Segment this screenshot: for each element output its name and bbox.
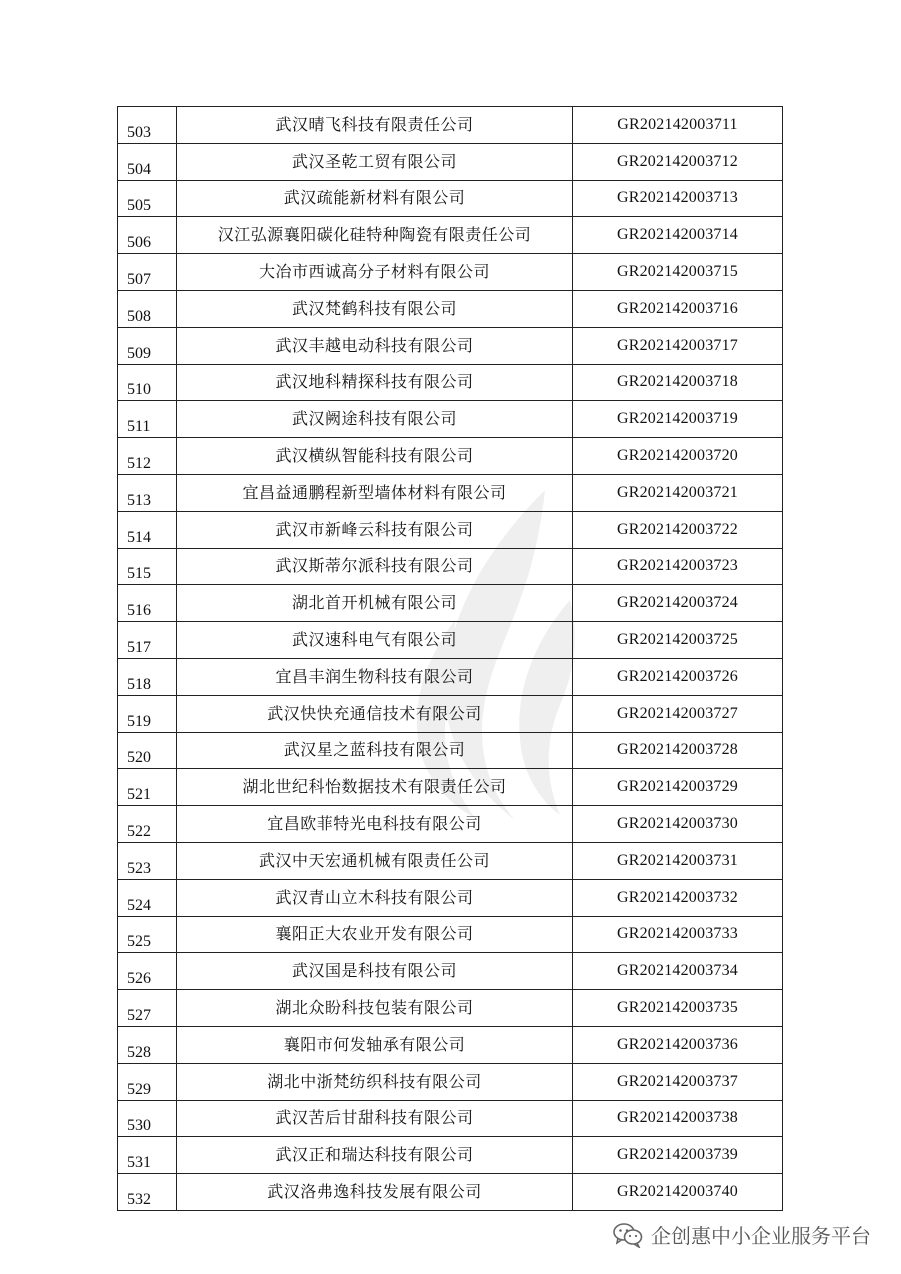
- row-number-cell: 523: [118, 842, 177, 879]
- company-name-cell: 宜昌益通鹏程新型墙体材料有限公司: [177, 474, 573, 511]
- certificate-number-cell: GR202142003722: [573, 511, 783, 548]
- company-name-cell: 武汉横纵智能科技有限公司: [177, 438, 573, 475]
- company-name-cell: 武汉晴飞科技有限责任公司: [177, 107, 573, 144]
- company-name-cell: 湖北世纪科怡数据技术有限责任公司: [177, 769, 573, 806]
- company-name-cell: 湖北首开机械有限公司: [177, 585, 573, 622]
- certificate-number-cell: GR202142003717: [573, 327, 783, 364]
- row-number-cell: 521: [118, 769, 177, 806]
- table-row: [118, 622, 783, 659]
- certificate-number-cell: GR202142003726: [573, 658, 783, 695]
- table-row: [118, 769, 783, 806]
- row-number-cell: 515: [118, 548, 177, 585]
- table-row: [118, 916, 783, 953]
- certificate-number-cell: GR202142003733: [573, 916, 783, 953]
- certificate-number-cell: GR202142003730: [573, 806, 783, 843]
- row-number-cell: 509: [118, 327, 177, 364]
- company-name-cell: 大冶市西诚高分子材料有限公司: [177, 254, 573, 291]
- row-number-cell: 508: [118, 290, 177, 327]
- certificate-number-cell: GR202142003713: [573, 180, 783, 217]
- row-number-cell: 516: [118, 585, 177, 622]
- table-row: [118, 1063, 783, 1100]
- row-number-cell: 504: [118, 143, 177, 180]
- certificate-number-cell: GR202142003734: [573, 953, 783, 990]
- row-number-cell: 532: [118, 1174, 177, 1211]
- certificate-number-cell: GR202142003716: [573, 290, 783, 327]
- table-row: [118, 474, 783, 511]
- row-number-cell: 514: [118, 511, 177, 548]
- certificate-number-cell: GR202142003727: [573, 695, 783, 732]
- certificate-number-cell: GR202142003719: [573, 401, 783, 438]
- table-row: [118, 806, 783, 843]
- row-number-cell: 531: [118, 1137, 177, 1174]
- row-number-cell: 520: [118, 732, 177, 769]
- row-number-cell: 507: [118, 254, 177, 291]
- row-number-cell: 525: [118, 916, 177, 953]
- table-row: [118, 401, 783, 438]
- company-name-cell: 武汉斯蒂尔派科技有限公司: [177, 548, 573, 585]
- certificate-number-cell: GR202142003725: [573, 622, 783, 659]
- row-number-cell: 511: [118, 401, 177, 438]
- certificate-number-cell: GR202142003738: [573, 1100, 783, 1137]
- table-body: [118, 107, 783, 1211]
- certificate-number-cell: GR202142003728: [573, 732, 783, 769]
- table-row: [118, 327, 783, 364]
- enterprise-table: [117, 106, 783, 1211]
- table-row: [118, 695, 783, 732]
- company-name-cell: 襄阳正大农业开发有限公司: [177, 916, 573, 953]
- company-name-cell: 武汉市新峰云科技有限公司: [177, 511, 573, 548]
- table-row: [118, 1026, 783, 1063]
- company-name-cell: 武汉洛弗逸科技发展有限公司: [177, 1174, 573, 1211]
- row-number-cell: 524: [118, 879, 177, 916]
- company-name-cell: 襄阳市何发轴承有限公司: [177, 1026, 573, 1063]
- footer-brand-label: 企创惠中小企业服务平台: [651, 1224, 871, 1248]
- company-name-cell: 武汉快快充通信技术有限公司: [177, 695, 573, 732]
- table-row: [118, 1137, 783, 1174]
- company-name-cell: 武汉速科电气有限公司: [177, 622, 573, 659]
- company-name-cell: 宜昌丰润生物科技有限公司: [177, 658, 573, 695]
- row-number-cell: 518: [118, 658, 177, 695]
- company-name-cell: 武汉青山立木科技有限公司: [177, 879, 573, 916]
- company-name-cell: 湖北众盼科技包装有限公司: [177, 990, 573, 1027]
- company-name-cell: 武汉圣乾工贸有限公司: [177, 143, 573, 180]
- certificate-number-cell: GR202142003737: [573, 1063, 783, 1100]
- table-row: [118, 953, 783, 990]
- row-number-cell: 512: [118, 438, 177, 475]
- table-row: [118, 1100, 783, 1137]
- table-row: [118, 254, 783, 291]
- row-number-cell: 519: [118, 695, 177, 732]
- row-number-cell: 513: [118, 474, 177, 511]
- table-row: [118, 1174, 783, 1211]
- table-row: [118, 107, 783, 144]
- company-name-cell: 宜昌欧菲特光电科技有限公司: [177, 806, 573, 843]
- certificate-number-cell: GR202142003721: [573, 474, 783, 511]
- row-number-cell: 527: [118, 990, 177, 1027]
- company-name-cell: 武汉正和瑞达科技有限公司: [177, 1137, 573, 1174]
- table-row: [118, 511, 783, 548]
- table-row: [118, 438, 783, 475]
- certificate-number-cell: GR202142003712: [573, 143, 783, 180]
- table-row: [118, 548, 783, 585]
- table-row: [118, 842, 783, 879]
- company-name-cell: 武汉阙途科技有限公司: [177, 401, 573, 438]
- table-row: [118, 658, 783, 695]
- certificate-number-cell: GR202142003735: [573, 990, 783, 1027]
- table-row: [118, 732, 783, 769]
- row-number-cell: 503: [118, 107, 177, 144]
- certificate-number-cell: GR202142003729: [573, 769, 783, 806]
- company-name-cell: 湖北中浙梵纺织科技有限公司: [177, 1063, 573, 1100]
- certificate-number-cell: GR202142003739: [573, 1137, 783, 1174]
- certificate-number-cell: GR202142003711: [573, 107, 783, 144]
- certificate-number-cell: GR202142003740: [573, 1174, 783, 1211]
- company-name-cell: 武汉苦后甘甜科技有限公司: [177, 1100, 573, 1137]
- certificate-number-cell: GR202142003723: [573, 548, 783, 585]
- table-row: [118, 585, 783, 622]
- row-number-cell: 530: [118, 1100, 177, 1137]
- row-number-cell: 522: [118, 806, 177, 843]
- footer-brand: [613, 1220, 871, 1249]
- company-name-cell: 武汉丰越电动科技有限公司: [177, 327, 573, 364]
- certificate-number-cell: GR202142003724: [573, 585, 783, 622]
- table-row: [118, 217, 783, 254]
- company-name-cell: 武汉星之蓝科技有限公司: [177, 732, 573, 769]
- row-number-cell: 526: [118, 953, 177, 990]
- company-name-cell: 武汉中天宏通机械有限责任公司: [177, 842, 573, 879]
- row-number-cell: 510: [118, 364, 177, 401]
- row-number-cell: 517: [118, 622, 177, 659]
- certificate-number-cell: GR202142003736: [573, 1026, 783, 1063]
- row-number-cell: 505: [118, 180, 177, 217]
- company-name-cell: 武汉疏能新材料有限公司: [177, 180, 573, 217]
- certificate-number-cell: GR202142003731: [573, 842, 783, 879]
- row-number-cell: 528: [118, 1026, 177, 1063]
- company-name-cell: 武汉国是科技有限公司: [177, 953, 573, 990]
- certificate-number-cell: GR202142003714: [573, 217, 783, 254]
- company-name-cell: 武汉梵鹤科技有限公司: [177, 290, 573, 327]
- row-number-cell: 506: [118, 217, 177, 254]
- certificate-number-cell: GR202142003715: [573, 254, 783, 291]
- company-name-cell: 汉江弘源襄阳碳化硅特种陶瓷有限责任公司: [177, 217, 573, 254]
- certificate-number-cell: GR202142003732: [573, 879, 783, 916]
- table-row: [118, 143, 783, 180]
- wechat-icon: [613, 1222, 643, 1248]
- table-row: [118, 879, 783, 916]
- row-number-cell: 529: [118, 1063, 177, 1100]
- company-name-cell: 武汉地科精探科技有限公司: [177, 364, 573, 401]
- certificate-number-cell: GR202142003720: [573, 438, 783, 475]
- table-row: [118, 290, 783, 327]
- table-row: [118, 990, 783, 1027]
- certificate-number-cell: GR202142003718: [573, 364, 783, 401]
- table-row: [118, 180, 783, 217]
- table-row: [118, 364, 783, 401]
